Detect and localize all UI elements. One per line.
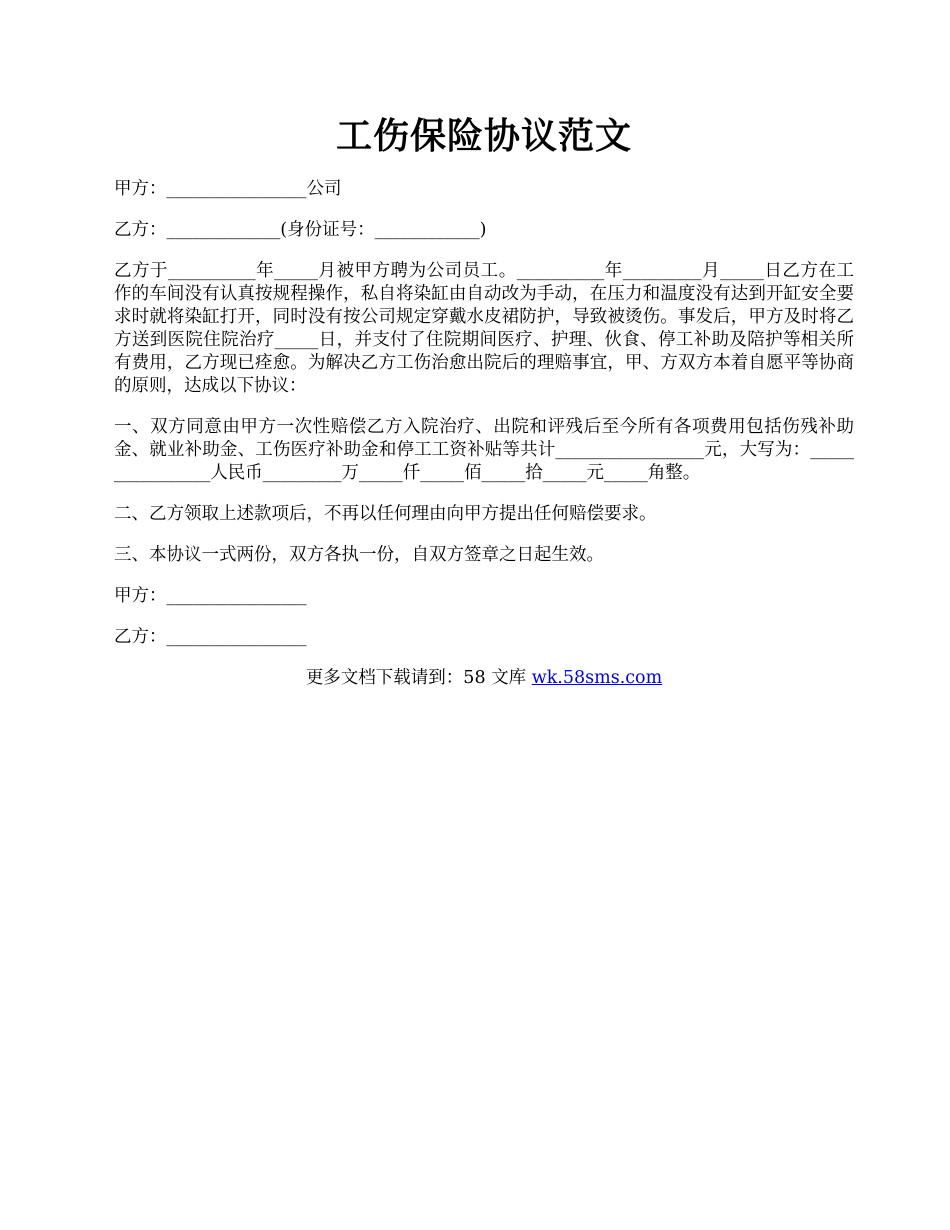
document-page xyxy=(114,108,854,690)
intro-paragraph: 乙方于__________年_____月被甲方聘为公司员工。__________年_________月_____日乙方在工作的车间没有认真按规程操作，私自将染缸由自动改为手动，在压力和温度没有达到开缸安全要求时就将染缸打开，同时没有按公司规定穿戴水皮裙防护，导致被烫伤。事发后，甲方及时将乙方送到医院住院治疗_____日，并支付了住院期间医疗、护理、伙食、停工补助及陪护等相关所有费用，乙方现已痊愈。为解决乙方工伤治愈出院后的理赔事宜，甲、方双方本着自愿平等协商的原则，达成以下协议： xyxy=(114,261,854,396)
clause-1: 一、双方同意由甲方一次性赔偿乙方入院治疗、出院和评残后至今所有各项费用包括伤残补助金、就业补助金、工伤医疗补助金和停工工资补贴等共计_________________元，大写为：________________人民币_________万_____仟_____佰_____拾_____元_____角整。 xyxy=(114,417,854,483)
signature-party-a: 甲方：________________ xyxy=(114,586,307,606)
party-a-line: 甲方：________________公司 xyxy=(114,179,342,199)
clause-3: 三、本协议一式两份，双方各执一份，自双方签章之日起生效。 xyxy=(114,545,604,565)
footer-text: 更多文档下载请到：58 文库 xyxy=(305,668,532,688)
document-title: 工伤保险协议范文 xyxy=(335,115,632,157)
footer-link[interactable]: wk.58sms.com xyxy=(531,668,663,688)
party-b-line: 乙方：_____________(身份证号：____________) xyxy=(114,220,487,240)
footer xyxy=(114,667,854,690)
signature-party-b: 乙方：________________ xyxy=(114,627,307,647)
clause-2: 二、乙方领取上述款项后，不再以任何理由向甲方提出任何赔偿要求。 xyxy=(114,504,657,524)
